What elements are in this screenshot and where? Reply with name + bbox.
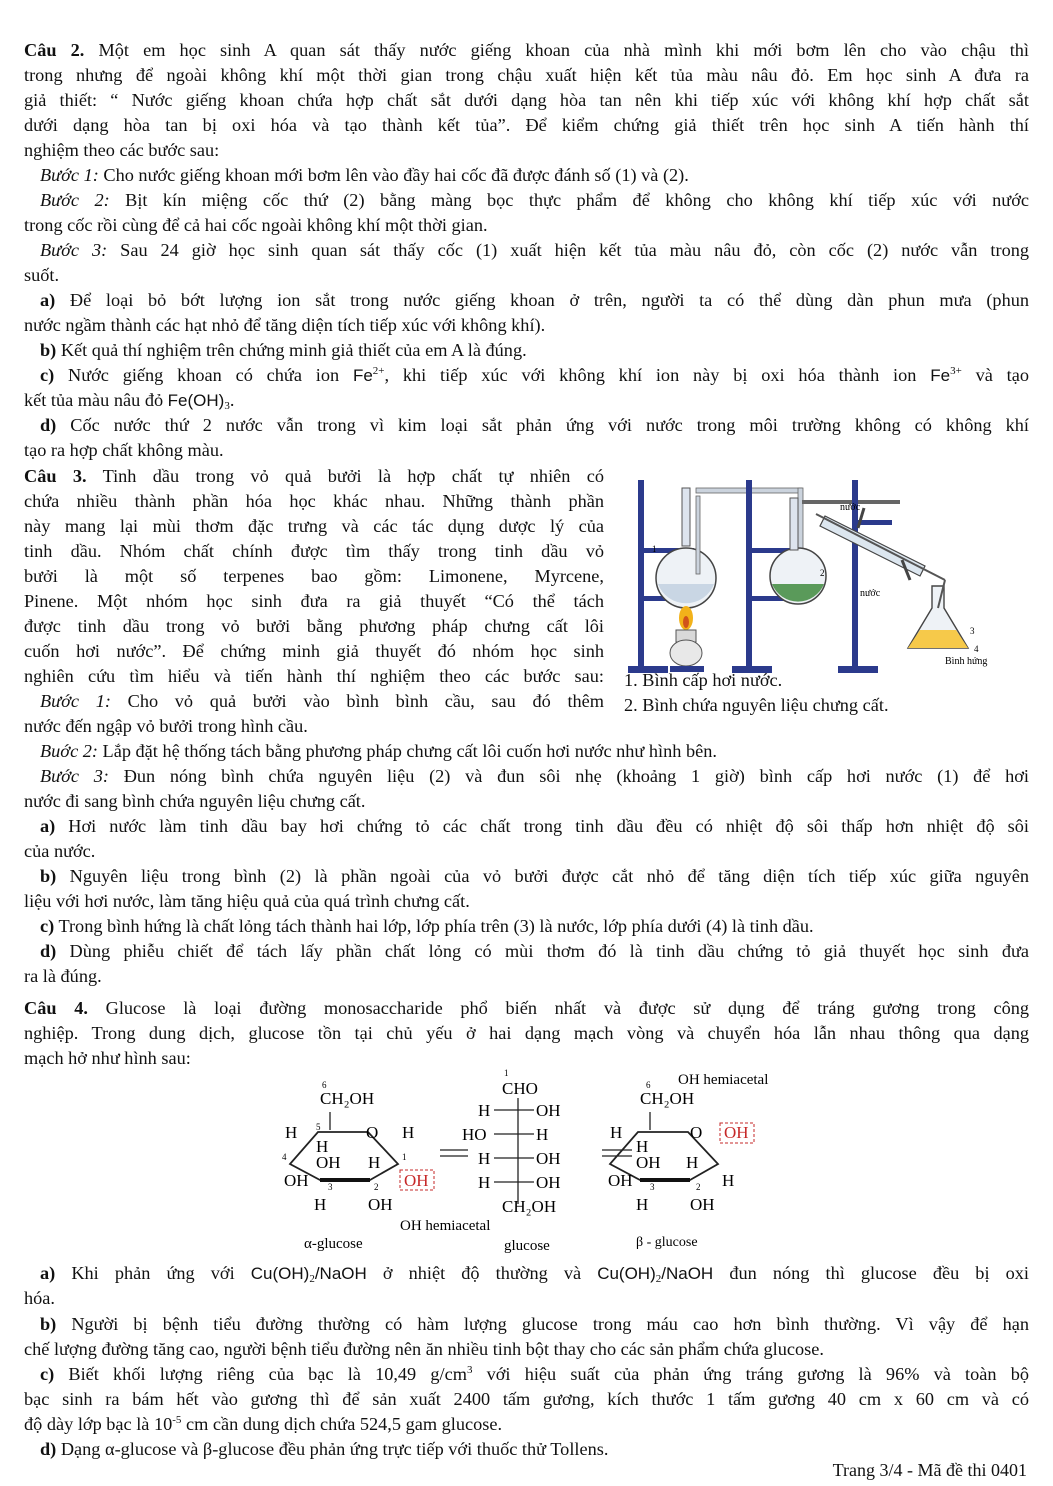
page-footer: Trang 3/4 - Mã đề thi 0401 [832,1460,1027,1480]
svg-text:H: H [610,1123,623,1142]
q2-option-d: d) Cốc nước thứ 2 nước vẫn trong vì kim loại sắt phản ứng với nước trong môi trường không có không khí [40,415,1029,435]
q3-option-d-cont: ra là đúng. [24,966,102,986]
water-out-label: nước [860,588,881,599]
q3-line-6: Pinene. Một nhóm học sinh đưa ra giả thuyết “Có thể tách [24,591,604,611]
stand-1-rod [638,480,644,670]
svg-text:6: 6 [646,1080,651,1090]
q3-option-a-cont: của nước. [24,841,96,861]
q3-line-9: nghiên cứu tìm hiểu và tiến hành thí nghiệm theo các bước sau: [24,666,604,686]
q2-option-a: a) Để loại bỏ bớt lượng ion sắt trong nước giếng khoan ở trên, người ta có thể dùng dàn phun mưa (phun [40,290,1029,310]
q3-line-2: chứa nhiều thành phần hóa học khác nhau. Những thành phần [24,491,604,511]
q3-line-5: bưởi là một số terpenes bao gồm: Limonene, Myrcene, [24,566,604,586]
svg-text:4: 4 [282,1152,287,1162]
svg-text:CHO: CHO [502,1079,538,1098]
svg-text:H: H [722,1171,735,1190]
svg-text:OH: OH [368,1195,393,1214]
svg-text:3: 3 [328,1182,333,1192]
q2-option-a-cont: nước ngầm thành các hạt nhỏ để tăng diện tích tiếp xúc với không khí). [24,315,546,335]
q2-step-1: Bước 1: Cho nước giếng khoan mới bơm lên vào đầy hai cốc đã được đánh số (1) và (2). [40,165,689,185]
svg-text:CH₂OH: CH₂OH [502,1197,557,1216]
svg-text:HO: HO [462,1125,487,1144]
svg-text:H: H [402,1123,415,1142]
burner-1 [670,640,702,666]
q4-option-a-cont: hóa. [24,1288,55,1308]
svg-text:2: 2 [696,1182,701,1192]
glucose-label: glucose [504,1238,550,1254]
q3-option-c: c) Trong bình hứng là chất lỏng tách thành hai lớp, lớp phía trên (3) là nước, lớp phía dưới (4) là tinh dầu. [40,916,814,936]
hemiacetal-label-right: OH hemiacetal [678,1072,769,1088]
q3-line-1: Câu 3. Tinh dầu trong vỏ quả bưởi là hợp chất tự nhiên có [24,466,604,486]
q3-option-a: a) Hơi nước làm tinh dầu bay hơi chứng tỏ các chất trong tinh dầu đều có nhiệt độ sôi thấp hơn nhiệt độ sôi [40,816,1029,836]
svg-text:OH: OH [636,1153,661,1172]
water-in-label: nước [840,502,861,513]
q4-line-2: nghiệp. Trong dung dịch, glucose tồn tại chủ yếu ở hai dạng mạch vòng và chuyển hóa lẫn nhau thông qua dạng [24,1023,1029,1043]
q4-option-c-cont-2: độ dày lớp bạc là $10^{-5}$ cm cần dung dịch chứa 524,5 gam glucose. [24,1414,503,1434]
svg-text:OH: OH [690,1195,715,1214]
svg-text:OH: OH [404,1171,429,1190]
svg-text:H: H [285,1123,298,1142]
svg-text:H: H [368,1153,381,1172]
stand-2-rod [746,480,752,670]
figure-caption-1: 1. Bình cấp hơi nước. [624,670,783,690]
svg-text:OH: OH [724,1123,749,1142]
q3-option-d: d) Dùng phiễu chiết để tách lấy phần chất lỏng có mùi thơm đó là tinh dầu chứng tỏ giả thuyết học sinh đưa [40,941,1029,961]
q4-option-c: c) Biết khối lượng riêng của bạc là 10,49 $g/cm^3$ với hiệu suất của phản ứng tráng gương là 96% và toàn bộ [40,1364,1029,1384]
q3-step-3: Bước 3: Đun nóng bình chứa nguyên liệu (2) và đun sôi nhẹ (khoảng 1 giờ) bình cấp hơi nước (1) để hơi [40,766,1029,786]
q4-option-d: d) Dạng α-glucose và β-glucose đều phản ứng trực tiếp với thuốc thử Tollens. [40,1439,609,1459]
label-2: 2 [820,568,825,578]
svg-text:OH: OH [536,1173,561,1192]
q2-step-3-cont: suốt. [24,265,60,285]
q3-step-1-cont: nước đến ngập vỏ bưởi trong hình cầu. [24,716,308,736]
glucose-forms-figure [270,1068,800,1258]
q2-line-5: nghiệm theo các bước sau: [24,140,220,160]
svg-text:H: H [478,1101,491,1120]
figure-caption-2: 2. Bình chứa nguyên liệu chưng cất. [624,695,889,715]
svg-text:H: H [314,1195,327,1214]
svg-text:2: 2 [374,1182,379,1192]
alpha-glucose-label: α-glucose [304,1236,363,1252]
q3-line-8: cuốn hơi nước”. Để chứng minh giả thuyết đó nhóm học sinh [24,641,604,661]
svg-text:OH: OH [536,1101,561,1120]
label-1: 1 [652,544,657,554]
q2-option-c-cont: kết tủa màu nâu đỏ $Fe(OH)_3$. [24,390,235,412]
q3-step-3-cont: nước đi sang bình chứa nguyên liệu chưng cất. [24,791,366,811]
svg-text:1: 1 [504,1068,509,1078]
svg-text:H: H [536,1125,549,1144]
svg-text:OH: OH [284,1171,309,1190]
svg-text:H: H [686,1153,699,1172]
label-3: 3 [970,626,975,636]
q4-option-c-cont-1: bạc sinh ra bám hết vào gương thì để sản xuất 2400 tấm gương, kích thước 1 tấm gương 40 cm x 60 cm và có [24,1389,1029,1409]
svg-text:CH₂OH: CH₂OH [640,1089,695,1108]
q2-line-4: dưới dạng hòa tan bị oxi hóa và tạo thành kết tủa”. Để kiểm chứng giả thiết trên học sinh A tiến hành thí [24,115,1029,135]
q4-line-3: mạch hở như hình sau: [24,1048,191,1068]
q3-option-b: b) Nguyên liệu trong bình (2) là phần ngoài của vỏ bưởi được cắt nhỏ để tăng diện tích tiếp xúc giữa nguyên [40,866,1029,886]
svg-text:5: 5 [316,1122,321,1132]
svg-text:H: H [316,1137,329,1156]
svg-text:O: O [690,1123,703,1142]
q4-line-1: Câu 4. Glucose là loại đường monosaccharide phổ biến nhất và được sử dụng để tráng gương trong công [24,998,1029,1018]
q2-option-c: c) Nước giếng khoan có chứa ion $Fe^{2+}$, khi tiếp xúc với không khí ion này bị oxi hóa thành ion $Fe^{3+}$ và tạo [40,365,1029,385]
svg-text:O: O [366,1123,379,1142]
beta-glucose-ring [608,1072,768,1250]
q2-option-b: b) Kết quả thí nghiệm trên chứng minh giả thiết của em A là đúng. [40,340,527,360]
q3-option-b-cont: liệu với hơi nước, làm tăng hiệu quả của quá trình chưng cất. [24,891,470,911]
q3-step-1: Bước 1: Cho vỏ quả bưởi vào bình bình cầu, sau đó thêm [40,691,605,711]
svg-text:6: 6 [322,1080,327,1090]
svg-text:H: H [478,1149,491,1168]
svg-text:H: H [636,1195,649,1214]
q2-step-3: Bước 3: Sau 24 giờ học sinh quan sát thấy cốc (1) xuất hiện kết tủa màu nâu đỏ, còn cốc (2) nước vẫn trong [40,240,1029,260]
q4-option-b-cont: chế lượng đường tăng cao, người bệnh tiểu đường nên ăn nhiều tinh bột thay cho các sản phẩm chứa glucose. [24,1339,824,1359]
svg-text:OH: OH [316,1153,341,1172]
svg-text:H: H [478,1173,491,1192]
beta-glucose-label: β - glucose [636,1235,698,1250]
hemiacetal-label-left: OH hemiacetal [400,1218,491,1234]
svg-text:H: H [636,1137,649,1156]
svg-text:3: 3 [650,1182,655,1192]
q2-option-d-cont: tạo ra hợp chất không màu. [24,440,224,460]
q2-step-2-cont: trong cốc rồi cùng để cả hai cốc ngoài không khí một thời gian. [24,215,488,235]
alpha-glucose-ring [282,1080,490,1252]
q3-line-7: được tinh dầu trong vỏ bưởi bằng phương pháp chưng cất lôi [24,616,604,636]
q3-line-4: tinh dầu. Nhóm chất chính được tìm thấy trong tinh dầu vỏ [24,541,604,561]
q2-step-2: Bước 2: Bịt kín miệng cốc thứ (2) bằng màng bọc thực phẩm để không cho không khí tiếp xúc với nước [40,190,1029,210]
q3-line-3: này mang lại mùi thơm đặc trưng và các tác dụng dược lý của [24,516,604,536]
svg-text:1: 1 [402,1152,407,1162]
q2-line-1: Câu 2. Một em học sinh A quan sát thấy nước giếng khoan của nhà mình khi mới bơm lên cho vào chậu thì [24,40,1030,60]
q2-line-3: giả thiết: “ Nước giếng khoan chứa hợp chất sắt dưới dạng hòa tan nên khi tiếp xúc với không khí hợp chất sắt [24,90,1029,110]
q4-option-b: b) Người bị bệnh tiểu đường thường có hàm lượng glucose trong máu cao hơn bình thường. Vì vậy để hạn [40,1314,1029,1334]
receiver-label: Bình hứng [945,656,988,667]
svg-text:CH₂OH: CH₂OH [320,1089,375,1108]
q4-option-a: a) Khi phản ứng với $Cu(OH)_2$/NaOH ở nhiệt độ thường và $Cu(OH)_2$/NaOH đun nóng thì glucose đều bị oxi [40,1263,1029,1285]
svg-text:OH: OH [608,1171,633,1190]
q3-step-2: Buớc 2: Lắp đặt hệ thống tách bằng phương pháp chưng cất lôi cuốn hơi nước như hình bên. [40,741,717,761]
q2-line-2: trong nhưng để ngoài không khí một thời gian trong chậu xuất hiện kết tủa màu nâu đỏ. Em học sinh A đưa ra [24,65,1029,85]
label-4: 4 [974,644,979,654]
svg-text:OH: OH [536,1149,561,1168]
